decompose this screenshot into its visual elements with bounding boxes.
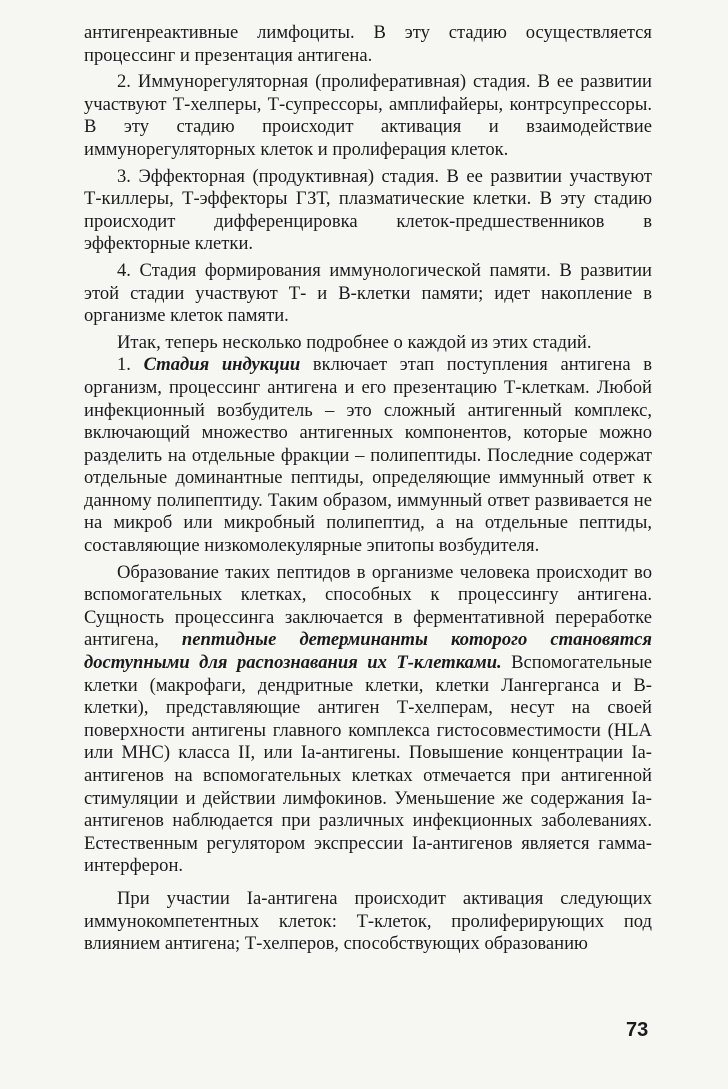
paragraph-stage-2: 2. Иммунорегуляторная (пролиферативная) стадия. В ее развитии участвуют Т-хелперы, Т-супрессоры, амплифайеры, контрсупрессоры. В эту стадию происходит активация и взаимодействие иммунорегуляторных клеток и пролиферация клеток. bbox=[84, 71, 652, 160]
paragraph-stage-4: 4. Стадия формирования иммунологической памяти. В развитии этой стадии участвуют Т- и В-клетки памяти; идет накопление в организме клеток памяти. bbox=[84, 259, 652, 327]
induction-term: Стадия индукции bbox=[143, 354, 301, 376]
page-body bbox=[84, 22, 652, 956]
paragraph-intro: Итак, теперь несколько подробнее о каждой из этих стадий. bbox=[117, 331, 592, 353]
paragraph-peptides bbox=[84, 562, 652, 878]
page-number: 73 bbox=[626, 1019, 649, 1041]
peptides-text-start: Образование таких пептидов в организме человека происходит во вспомогательных клетках, способных к процессингу антигена. Сущность процессинга заключается в ферментативной переработке антигена, bbox=[84, 561, 652, 651]
paragraph-induction-stage bbox=[84, 354, 652, 557]
peptides-emphasis: пептидные детерминанты которого становятся доступными для распознавания их Т-клетками. bbox=[84, 629, 652, 674]
paragraph-continuation: антигенреактивные лимфоциты. В эту стадию осуществляется процессинг и презентация антигена. bbox=[84, 22, 652, 66]
paragraph-activation: При участии Ia-антигена происходит активация следующих иммунокомпетентных клеток: Т-клеток, пролиферирующих под влиянием антигена; Т-хелперов, способствующих образованию bbox=[84, 887, 652, 955]
paragraph-stage-3: 3. Эффекторная (продуктивная) стадия. В ее развитии участвуют Т-киллеры, Т-эффекторы ГЗТ, плазматические клетки. В эту стадию происходит дифференцировка клеток-предшественников в эффекторные клетки. bbox=[84, 165, 652, 255]
induction-text: включает этап поступления антигена в организм, процессинг антигена и его презентацию Т-клеткам. Любой инфекционный возбудитель – это сложный антигенный комплекс, включающий множество антигенных компонентов, которые можно разделить на отдельные фракции – полипептиды. Последние содержат отдельные доминантные пептиды, определяющие иммунный ответ к данному полипептиду. Таким образом, иммунный ответ развивается не на микроб или микробный полипептид, а на отдельные пептиды, составляющие низкомолекулярные эпитопы возбудителя. bbox=[84, 354, 653, 557]
induction-number: 1. bbox=[117, 354, 144, 376]
peptides-text-rest: Вспомогательные клетки (макрофаги, дендритные клетки, клетки Лангерганса и В-клетки), представляющие антиген Т-хелперам, несут на своей поверхности антигены главного комплекса гистосовместимости (HLA или MHC) класса II, или Ia-антигены. Повышение концентрации Ia-антигенов на вспомогательных клетках отмечается при антигенной стимуляции и действии лимфокинов. Уменьшение же содержания Ia-антигенов наблюдается при различных инфекционных заболеваниях. Естественным регулятором экспрессии Ia-антигенов является гамма-интерферон. bbox=[84, 652, 652, 877]
